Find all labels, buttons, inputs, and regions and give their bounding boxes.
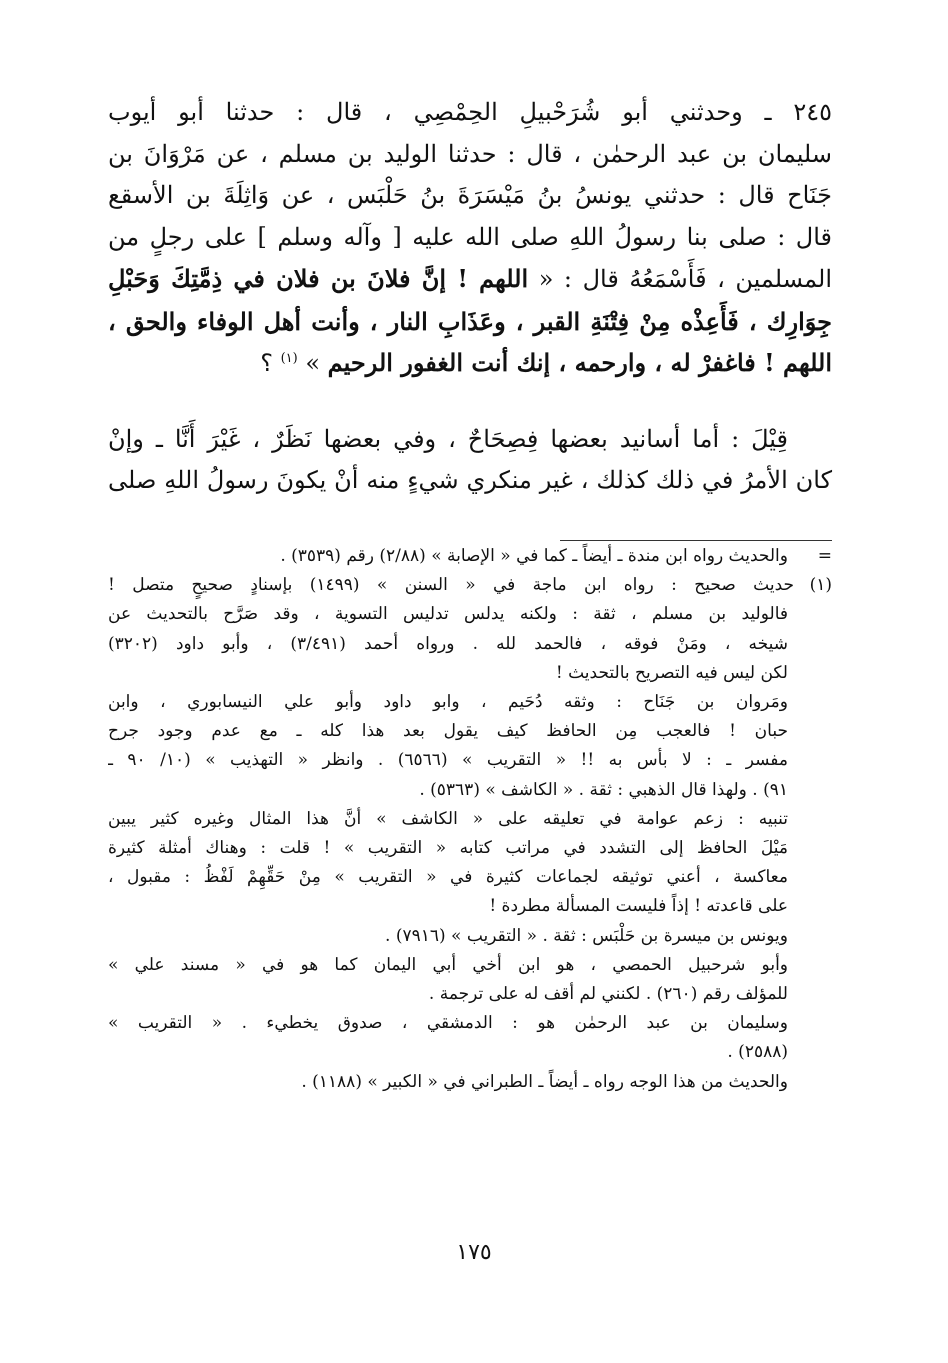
footnote-text: شيخه ، ومَنْ فوقه ، فالحمد لله . ورواه أحمد (٣/٤٩١) ، وأبو داود (٣٢٠٢) [108,633,788,654]
footnote-text: مَيْلَ الحافظ إلى التشدد في مراتب كتابه « التقريب » ! قلت : وهناك أمثلة كثيرة [108,838,788,859]
footnote-text: ٩١) . ولهذا قال الذهبي : ثقة . « الكاشف » (٥٣٦٣) . [419,779,788,800]
commentary-line: كان الأمرُ في ذلك كذلك ، غير منكري شيءٍ منه أنْ يكونَ رسولُ اللهِ صلى [108,466,832,494]
continuation-mark: = [817,546,832,566]
hadith-line: سليمان بن عبد الرحمٰن ، قال : حدثنا الوليد بن مسلم ، عن مَرْوَانَ بن [108,139,832,168]
footnote-text: والحديث رواه ابن مندة ـ أيضاً ـ كما في « الإصابة » (٢/٨٨) رقم (٣٥٣٩) . [280,546,788,566]
footnote-text: وسليمان بن عبد الرحمٰن هو : الدمشقي ، صدوق يخطيء . « التقريب » [108,1013,788,1034]
footnote-text: ويونس بن ميسرة بن حَلْبَس : ثقة . « التقريب » (٧٩١٦) . [385,925,788,946]
footnote-marker: (١) [809,575,832,596]
footnote-text: (٢٥٨٨) . [727,1042,788,1063]
footnote-text: حبان ! فالعجب مِن الحافظ كيف يقول بعد هذا كله ـ مع عدم وجود جرح [108,721,788,742]
footnote-text: على قاعدته ! إذاً فليست المسألة مطردة ! [489,896,788,917]
footnote-text: تنبيه : زعم عوامة في تعليقه على « الكاشف » أنَّ هذا المثال وغيره كثير يبين [108,808,788,829]
footnote-text: معاكسة ، أعني توثيقه لجماعات كثيرة في « التقريب » مِنْ حَقِّهِمْ لَفْظُ : مقبول ، [108,867,788,888]
footnotes [108,542,832,1097]
footnote-reference: (١) [280,351,298,366]
hadith-supplication: جِوَارِك ، فَأَعِذْه مِنْ فِتْنَةِ القبر ، وعَذَابِ النار ، وأنت أهل الوفاء والحق ، [108,306,832,336]
main-text [108,92,832,502]
footnote-paragraph [108,951,832,1009]
page-number: ١٧٥ [456,1240,492,1265]
footnote-text: ومَروان بن جَنَاح : وثقه دُحَيم ، وابو داود وأبو علي النيسابوري ، وابن [108,692,788,713]
footnote-text: لكن ليس فيه التصريح بالتحديث ! [555,662,788,683]
hadith-supplication: اللهم ! إنَّ فلانَ بن فلان في ذِمَّتِكَ وَحَبْلِ [108,264,529,293]
hadith-text: ؟ [260,349,281,377]
footnote-continuation [108,542,832,571]
footnote-text: والحديث من هذا الوجه رواه ـ أيضاً ـ الطبراني في « الكبير » (١١٨٨) . [301,1071,788,1092]
hadith-supplication: اللهم ! فاغفرْ له ، وارحمه ، إنك أنت الغفور الرحيم [327,348,832,377]
hadith-line [108,258,832,301]
footnote-text: فالوليد بن مسلم ، ثقة : ولكنه يدلس تدليس التسوية ، وقد صَرَّح بالتحديث عن [108,604,788,625]
footnote-paragraph [108,922,832,951]
footnote-paragraph [108,805,832,922]
footnote-text: للمؤلف رقم (٢٦٠) . لكنني لم أقف له على ترجمة . [428,984,788,1005]
hadith-line: قال : صلى بنا رسولُ اللهِ صلى الله عليه [ وآله وسلم ] على رجلٍ من [108,222,833,251]
footnote-text: حديث صحيح : رواه ابن ماجة في « السنن » (١٤٩٩) بإسنادٍ صحيحٍ متصل ! [108,575,794,596]
footnote-text: مفسر ـ : لا بأس به !! « التقريب » (٦٥٦٦) . وانظر « التهذيب » (١٠/ ٩٠ ـ [108,750,788,771]
footnote-text: وأبو شرحبيل الحمصي ، هو ابن أخي أبي اليمان كما هو في « مسند علي » [108,954,788,975]
footnote-paragraph [108,1009,832,1067]
hadith-line: ٢٤٥ ـ وحدثني أبو شُرَحْبيلِ الحِمْصِي ، قال : حدثنا أبو أيوب [108,98,832,126]
hadith-line [108,342,832,385]
footnote-1 [108,571,832,688]
footnote-separator [560,540,832,541]
footnote-paragraph [108,1068,832,1097]
hadith-text: المسلمين ، فَأَسْمَعُهُ قال : « [528,265,833,293]
footnote-paragraph [108,688,832,805]
commentary-line: قِيْلَ : أما أسانيد بعضها فِصِحَاحٌ ، وفي بعضها نَظَرٌ ، غَيْرَ أَنَّا ـ وإنْ [108,424,788,453]
quote-close: » [297,349,328,377]
hadith-line: جَنَاح قال : حدثني يونسُ بنُ مَيْسَرَةَ بنُ حَلْبَس ، عن وَاثِلَةَ بن الأسقع [108,181,832,209]
